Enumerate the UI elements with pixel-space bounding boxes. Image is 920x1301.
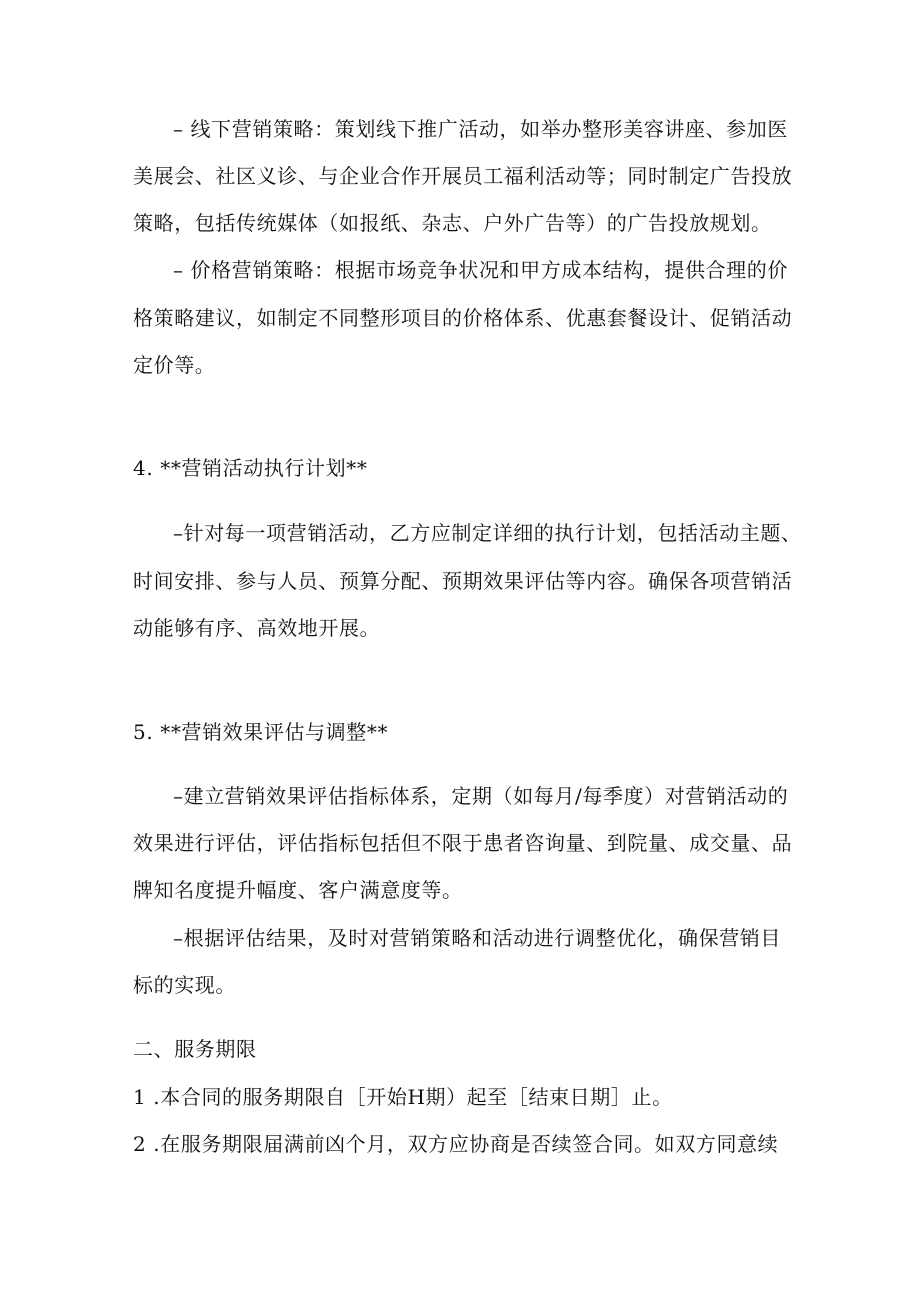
- price-strategy-line-3: 定价等。: [133, 353, 216, 377]
- price-strategy-line-1: – 价格营销策略：根据市场竞争状况和甲方成本结构，提供合理的价: [173, 258, 788, 282]
- service-term-item-1: 1 .本合同的服务期限自［开始H期）起至［结束日期］止。: [133, 1085, 673, 1109]
- section-5-para-1-line-3: 牌知名度提升幅度、客户满意度等。: [133, 878, 463, 902]
- offline-strategy-line-1: – 线下营销策略：策划线下推广活动，如举办整形美容讲座、参加医: [173, 117, 788, 141]
- section-4-line-2: 时间安排、参与人员、预算分配、预期效果评估等内容。确保各项营销活: [133, 569, 793, 593]
- offline-strategy-line-3: 策略，包括传统媒体（如报纸、杂志、户外广告等）的广告投放规划。: [133, 211, 772, 235]
- section-4-line-1: –针对每一项营销活动，乙方应制定详细的执行计划，包括活动主题、: [173, 521, 802, 545]
- section-5-para-2-line-1: –根据评估结果，及时对营销策略和活动进行调整优化，确保营销目: [173, 926, 781, 950]
- section-5-para-2-line-2: 标的实现。: [133, 973, 236, 997]
- offline-strategy-line-2: 美展会、社区义诊、与企业合作开展员工福利活动等；同时制定广告投放: [133, 164, 793, 188]
- service-term-heading: 二、服务期限: [133, 1037, 257, 1061]
- section-5-para-1-line-2: 效果进行评估，评估指标包括但不限于患者咨询量、到院量、成交量、品: [133, 831, 793, 855]
- service-term-item-2: 2 .在服务期限届满前凶个月，双方应协商是否续签合同。如双方同意续: [133, 1132, 779, 1156]
- price-strategy-line-2: 格策略建议，如制定不同整形项目的价格体系、优惠套餐设计、促销活动: [133, 306, 793, 330]
- section-4-line-3: 动能够有序、高效地开展。: [133, 616, 381, 640]
- section-4-heading: 4. **营销活动执行计划**: [133, 456, 368, 480]
- section-5-para-1-line-1: –建立营销效果评估指标体系，定期（如每月/每季度）对营销活动的: [173, 784, 789, 808]
- section-5-heading: 5. **营销效果评估与调整**: [133, 720, 389, 744]
